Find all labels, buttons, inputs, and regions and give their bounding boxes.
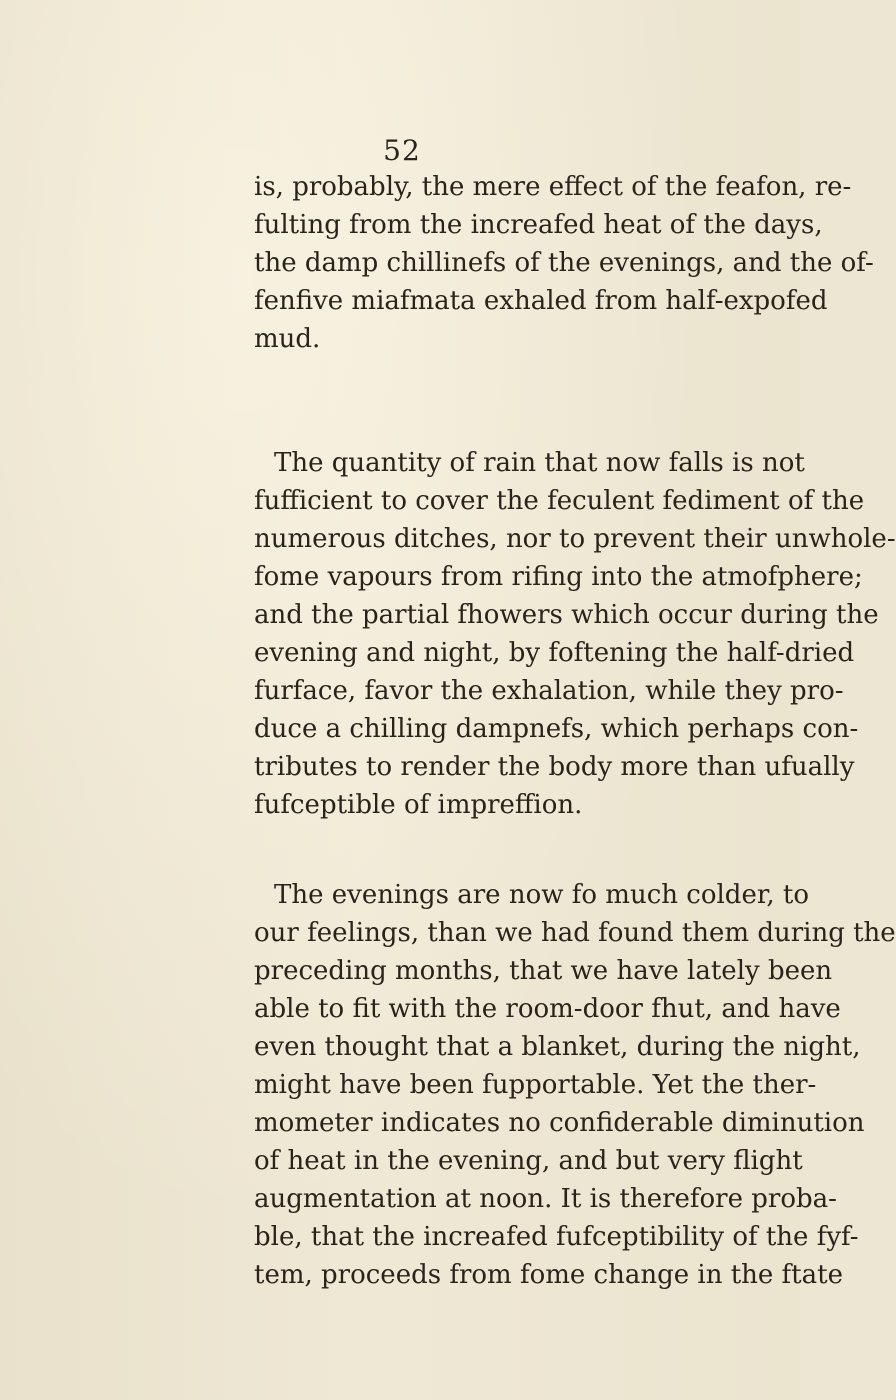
- text-line: is, probably, the mere effect of the feafon, re-: [254, 172, 852, 202]
- text-line: tem, proceeds from fome change in the ftate: [254, 1260, 843, 1290]
- text-line: fome vapours from rifing into the atmofphere;: [254, 562, 863, 592]
- text-line: fulting from the increafed heat of the days,: [254, 210, 823, 240]
- text-line: tributes to render the body more than ufually: [254, 752, 855, 782]
- text-line: The quantity of rain that now falls is not: [274, 448, 805, 478]
- text-line: and the partial fhowers which occur during the: [254, 600, 879, 630]
- paragraph-2: [254, 444, 896, 824]
- page-number: 52: [383, 134, 421, 167]
- text-line: evening and night, by foftening the half-dried: [254, 638, 855, 668]
- text-line: preceding months, that we have lately been: [254, 956, 833, 986]
- text-line: fufficient to cover the feculent fediment of the: [254, 486, 865, 516]
- text-line: The evenings are now fo much colder, to: [274, 880, 810, 910]
- paragraph-3: [254, 876, 896, 1294]
- text-line: numerous ditches, nor to prevent their unwhole-: [254, 524, 896, 554]
- text-line: able to fit with the room-door fhut, and have: [254, 994, 841, 1024]
- text-line: of heat in the evening, and but very flight: [254, 1146, 803, 1176]
- text-line: the damp chillinefs of the evenings, and the of-: [254, 248, 874, 278]
- text-line: even thought that a blanket, during the night,: [254, 1032, 861, 1062]
- text-line: fufceptible of impreffion.: [254, 790, 583, 820]
- text-line: might have been fupportable. Yet the ther-: [254, 1070, 817, 1100]
- text-line: fenfive miafmata exhaled from half-expofed: [254, 286, 828, 316]
- text-line: ble, that the increafed fufceptibility of the fyf-: [254, 1222, 859, 1252]
- text-line: mometer indicates no confiderable diminution: [254, 1108, 865, 1138]
- text-line: augmentation at noon. It is therefore proba-: [254, 1184, 837, 1214]
- text-line: furface, favor the exhalation, while they pro-: [254, 676, 844, 706]
- text-line: our feelings, than we had found them during the: [254, 918, 896, 948]
- text-line: duce a chilling dampnefs, which perhaps con-: [254, 714, 859, 744]
- text-line: mud.: [254, 324, 321, 354]
- paragraph-1: [254, 168, 874, 358]
